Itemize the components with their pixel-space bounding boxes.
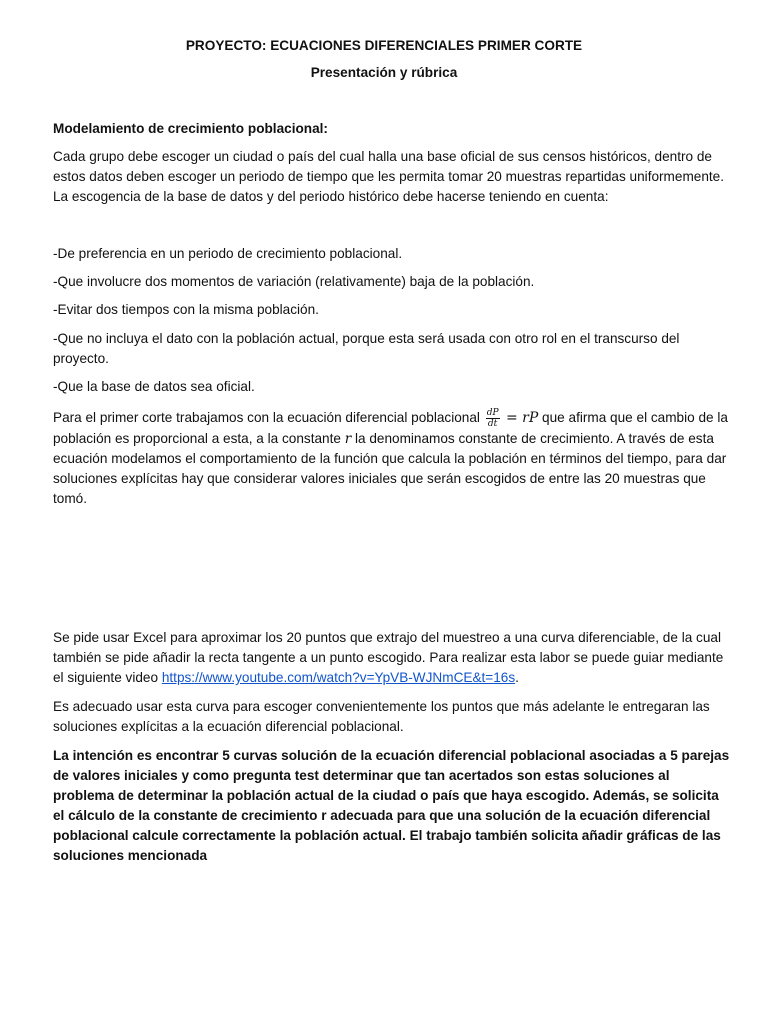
criteria-item: -De preferencia en un periodo de crecimiento poblacional. [53,246,403,261]
equation-closing-text: la denominamos constante de crecimiento. A través de esta ecuación modelamos el comportamiento de la función que calcula la población en términos del tiempo, para dar soluciones explícitas hay que considerar valores iniciales que serán escogidos de entre las 20 muestras que tomó. [53,431,727,506]
intro-paragraph: Cada grupo debe escoger un ciudad o país del cual halla una base oficial de sus censos históricos, dentro de estos datos deben escoger un periodo de tiempo que les permita tomar 20 muestras repartidas uniformemente. La escogencia de la base de datos y del periodo histórico debe hacerse teniendo en cuenta: [53,149,724,204]
criteria-item: -Que no incluya el dato con la población actual, porque esta será usada con otro rol en el transcurso del proyecto. [53,331,680,366]
fraction-denominator: dt [487,419,498,429]
fraction-numerator: dP [486,408,499,418]
excel-paragraph-text: Se pide usar Excel para aproximar los 20 puntos que extrajo del muestreo a una curva diferenciable, de la cual también se pide añadir la recta tangente a un punto escogido. Para realizar esta labor se puede guiar mediante el siguiente video [53,630,724,685]
criteria-item: -Evitar dos tiempos con la misma población. [53,302,319,317]
final-paragraph: La intención es encontrar 5 curvas solución de la ecuación diferencial poblacional asociadas a 5 parejas de valores iniciales y como pregunta test determinar que tan acertados son estas soluciones al problema de determinar la población actual de la ciudad o país que haya escogido. Además, se solicita el cálculo de la constante de crecimiento r adecuada para que una solución de la ecuación diferencial poblacional calcule correctamente la población actual. El trabajo también solicita añadir gráficas de las soluciones mencionada [53,748,730,863]
growth-constant-symbol: r [344,431,352,447]
curve-paragraph: Es adecuado usar esta curva para escoger convenientemente los puntos que más adelante le entregaran las soluciones explícitas a la ecuación diferencial poblacional. [53,699,710,734]
equation-explanation-text: que afirma que el cambio de la población es proporcional a esta, a la constante [53,410,728,446]
excel-paragraph [53,628,733,688]
excel-paragraph-end: . [515,670,519,685]
document-subtitle: Presentación y rúbrica [310,65,458,80]
derivative-fraction [486,408,500,429]
youtube-video-link[interactable]: https://www.youtube.com/watch?v=YpVB-WJNmCE&t=16s [161,670,516,685]
equation-rhs: = rP [501,410,539,427]
section-heading: Modelamiento de crecimiento poblacional: [53,121,328,136]
criteria-item: -Que la base de datos sea oficial. [53,379,255,394]
equation-intro-text: Para el primer corte trabajamos con la ecuación diferencial poblacional [53,410,484,426]
criteria-item: -Que involucre dos momentos de variación (relativamente) baja de la población. [53,274,535,289]
document-title: PROYECTO: ECUACIONES DIFERENCIALES PRIMER CORTE [185,38,583,53]
equation-paragraph [53,408,733,509]
